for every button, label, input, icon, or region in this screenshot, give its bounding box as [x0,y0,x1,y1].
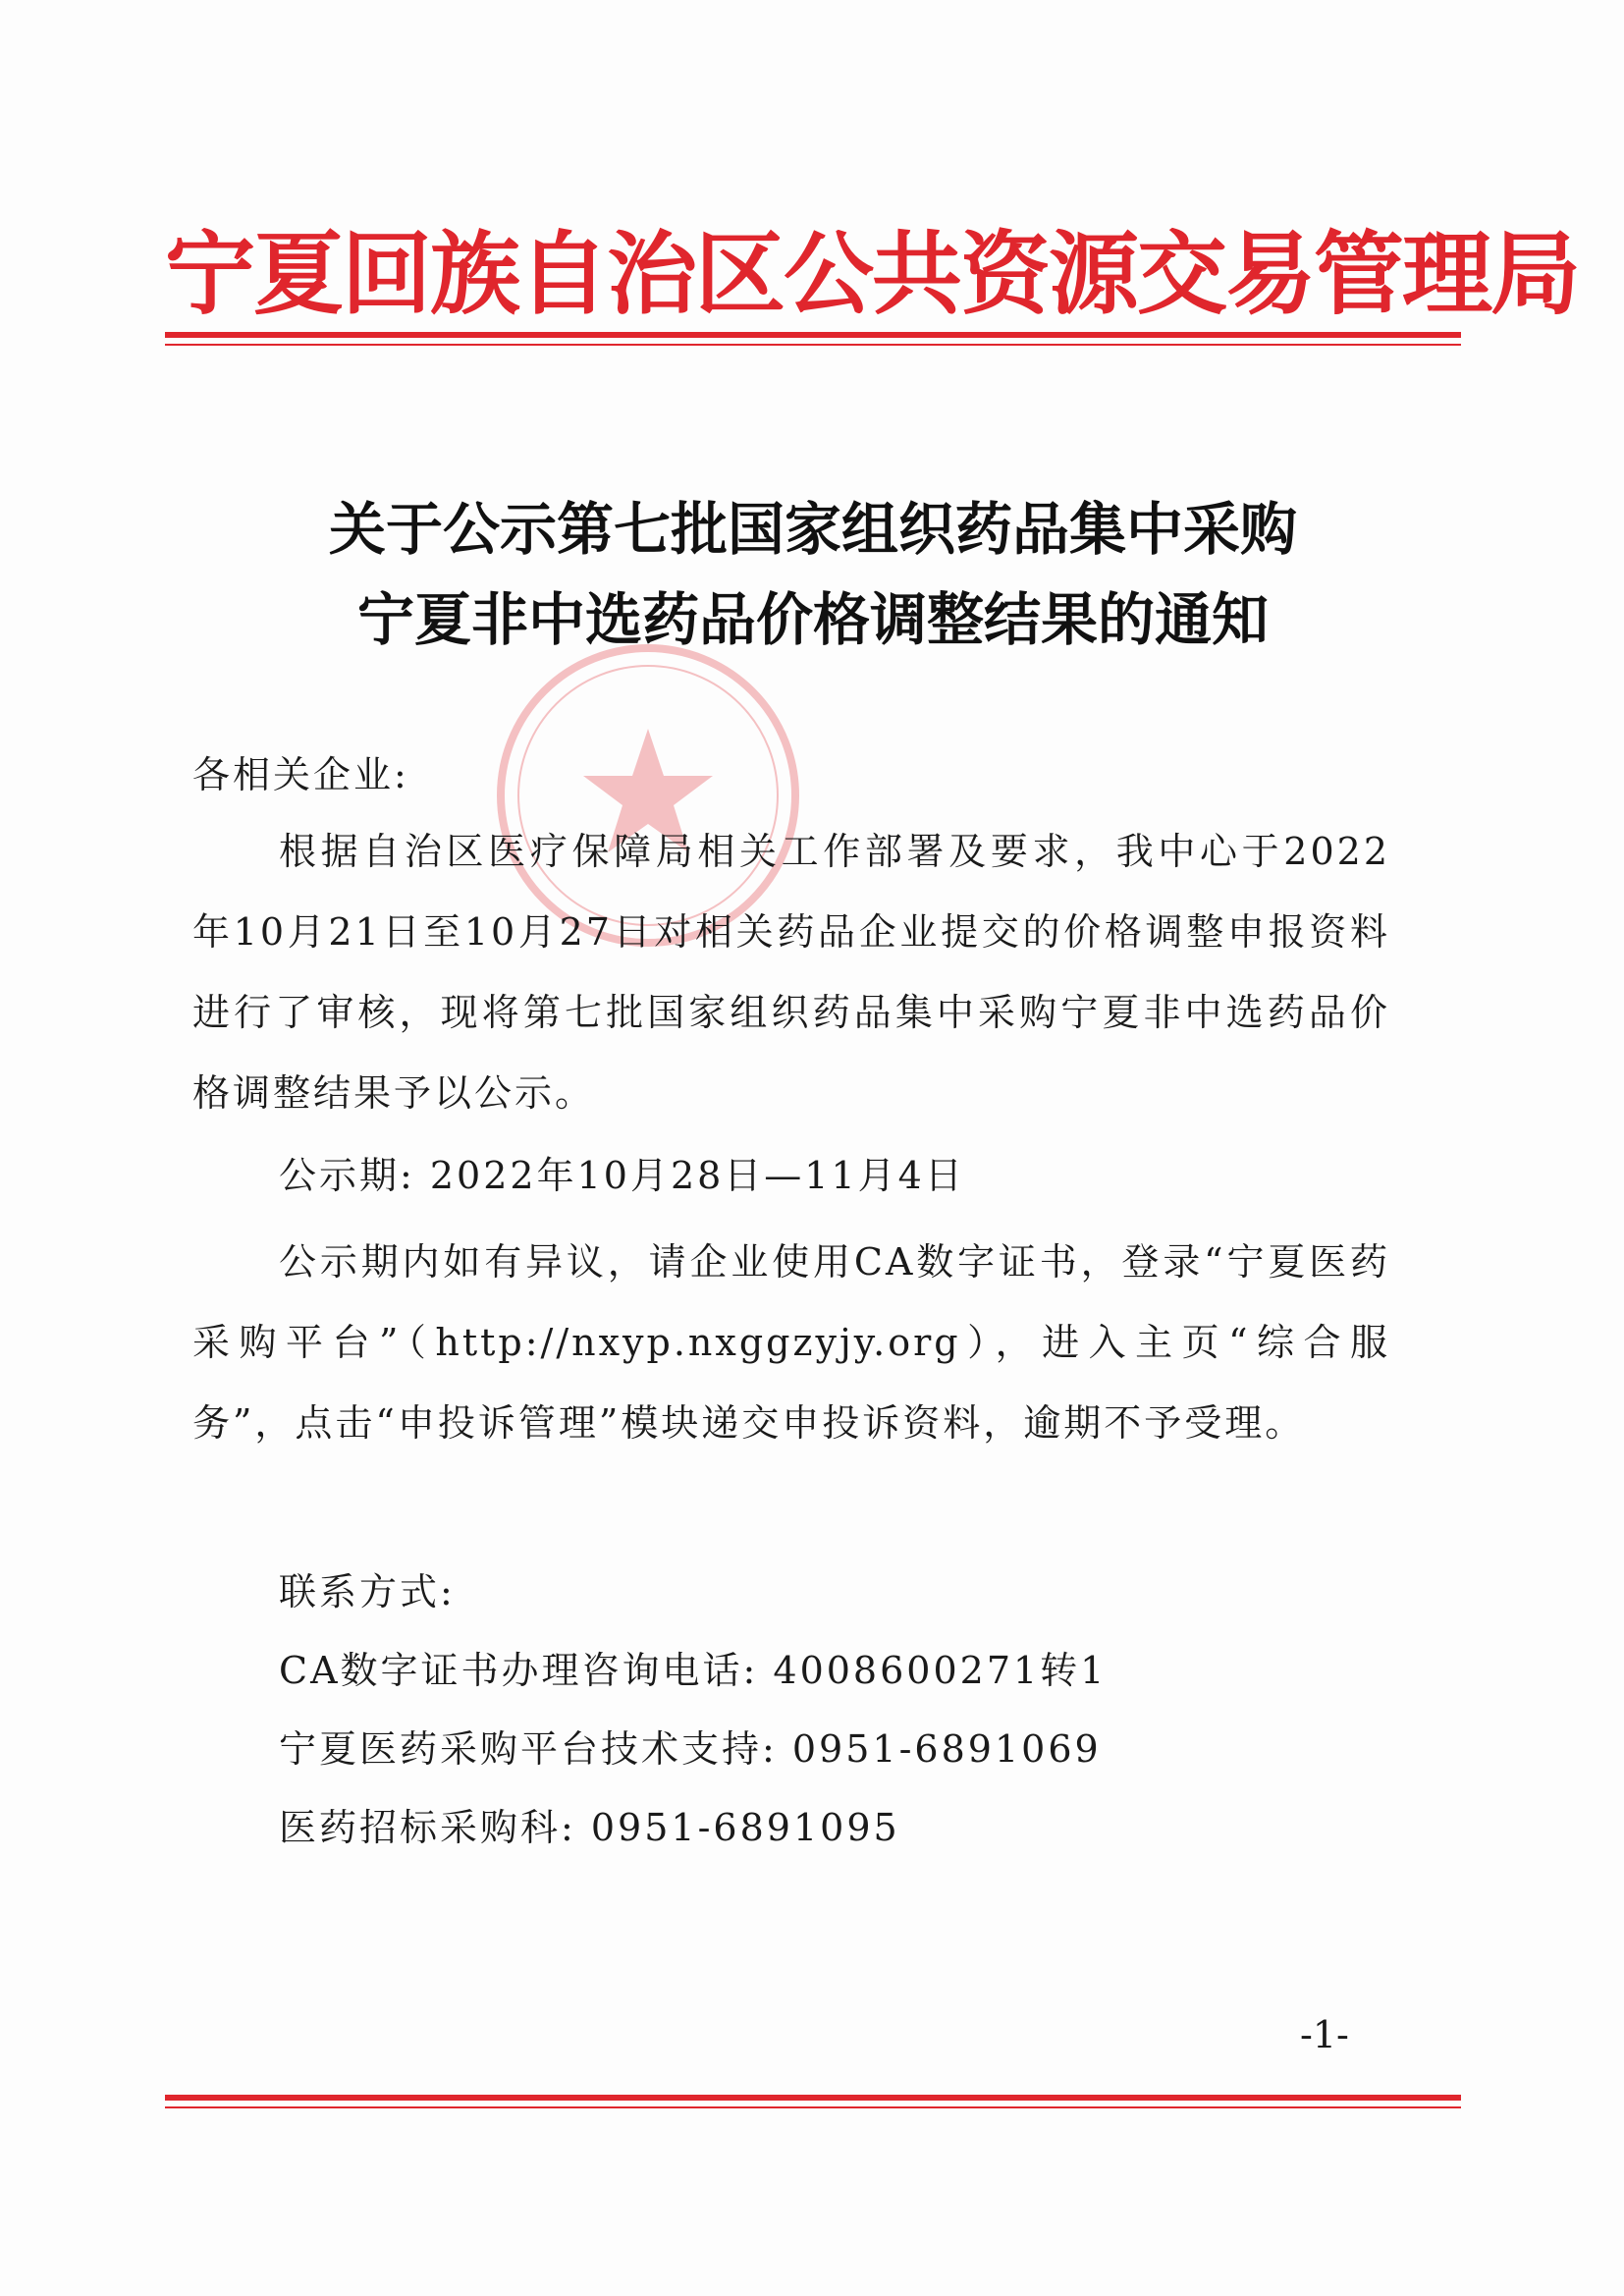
salutation: 各相关企业: [192,753,409,796]
letterhead-title: 宁夏回族自治区公共资源交易管理局 [165,221,1580,327]
body-paragraph-objection: 公示期内如有异议，请企业使用CA数字证书，登录“宁夏医药采购平台”（http://nxyp.nxggzyjy.org），进入主页“综合服务”，点击“申投诉管理”模块递交申投诉资料，逾期不予受理。 [192,1240,1390,1445]
publicity-period: 公示期: 2022年10月28日—11月4日 [279,1154,965,1197]
contact-ca-phone: CA数字证书办理咨询电话: 4008600271转1 [279,1649,1108,1692]
document-title-line-2: 宁夏非中选药品价格调整结果的通知 [356,586,1269,653]
document-title-line-1: 关于公示第七批国家组织药品集中采购 [328,496,1297,563]
letterhead-red-rule-thin [165,344,1461,346]
footer-red-rule-thick [165,2095,1461,2101]
body-paragraph-1: 根据自治区医疗保障局相关工作部署及要求，我中心于2022年10月21日至10月27日对相关药品企业提交的价格调整申报资料进行了审核，现将第七批国家组织药品集中采购宁夏非中选药品价格调整结果予以公示。 [192,830,1390,1115]
contact-heading: 联系方式: [279,1570,456,1613]
page-number: -1- [1300,2013,1349,2056]
contact-procurement-dept: 医药招标采购科: 0951-6891095 [279,1806,900,1849]
letterhead-red-rule-thick [165,332,1461,338]
contact-tech-support: 宁夏医药采购平台技术支持: 0951-6891069 [279,1727,1102,1771]
footer-red-rule-thin [165,2106,1461,2108]
